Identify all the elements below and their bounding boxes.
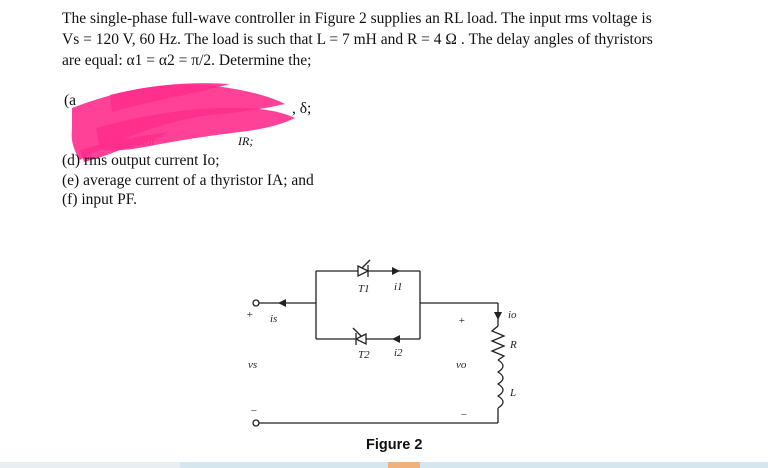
i1-label: i1 — [394, 281, 403, 293]
is-label: is — [270, 313, 278, 325]
left-bottom-terminal — [253, 420, 259, 426]
minus-right-label: − — [460, 409, 468, 421]
vo-label: vo — [456, 359, 467, 371]
problem-line-1: The single-phase full-wave controller in Figure 2 supplies an RL load. The input rms voltage is — [62, 10, 652, 27]
part-e: (e) average current of a thyristor IA; and — [62, 171, 314, 189]
bottom-scroll-bar — [0, 462, 768, 468]
l-label: L — [510, 387, 517, 399]
io-label: io — [508, 309, 517, 321]
t1-label: T1 — [358, 283, 370, 295]
plus-left-label: + — [246, 309, 254, 321]
part-f: (f) input PF. — [62, 191, 137, 208]
question-parts-list — [62, 151, 314, 210]
circuit-diagram — [240, 256, 540, 436]
t2-label: T2 — [358, 349, 370, 361]
part-d: (d) rms output current Io; — [62, 152, 220, 169]
vs-label: vs — [248, 359, 258, 371]
i2-label: i2 — [394, 347, 403, 359]
left-top-terminal — [253, 300, 259, 306]
figure-caption: Figure 2 — [366, 437, 423, 453]
problem-line-3: are equal: α1 = α2 = π/2. Determine the; — [62, 52, 312, 69]
bottom-accent-marker — [388, 462, 420, 468]
part-a-fragment: (a — [64, 92, 77, 109]
r-label: R — [510, 339, 517, 351]
minus-left-label: − — [250, 405, 258, 417]
plus-right-label: + — [458, 315, 466, 327]
problem-line-2: Vs = 120 V, 60 Hz. The load is such that L = 7 mH and R = 4 Ω . The delay angles of thyristors — [62, 31, 653, 48]
ir-fragment: IR; — [238, 134, 254, 148]
part-delta-fragment: , δ; — [292, 100, 312, 117]
